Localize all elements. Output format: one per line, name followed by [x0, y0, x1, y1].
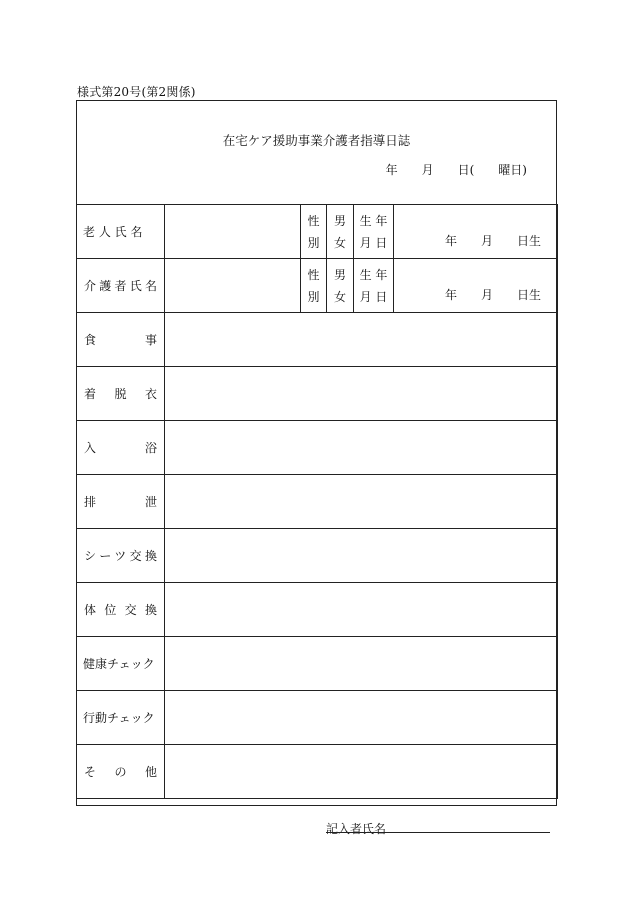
writer-name-label: 記入者氏名 [326, 822, 387, 836]
care-field-other[interactable] [165, 745, 558, 799]
writer-name-field[interactable] [326, 832, 550, 833]
table-row [77, 475, 558, 529]
sex-label-cell: 性 別 [301, 205, 327, 259]
table-row [77, 637, 558, 691]
care-label-other: その他 [77, 745, 165, 799]
form-number: 様式第20号(第2関係) [77, 85, 196, 99]
care-label-health-check: 健康チェック [77, 637, 165, 691]
table-row [77, 691, 558, 745]
elder-sex-field[interactable]: 男 女 [327, 205, 354, 259]
table-row [77, 313, 558, 367]
care-field-health-check[interactable] [165, 637, 558, 691]
date-line: 年 月 日( 曜日) [385, 163, 527, 177]
care-field-behavior-check[interactable] [165, 691, 558, 745]
caregiver-name-field[interactable] [165, 259, 301, 313]
care-label-sheet-change: シーツ交換 [77, 529, 165, 583]
table-row [77, 259, 558, 313]
care-field-excretion[interactable] [165, 475, 558, 529]
care-field-dressing[interactable] [165, 367, 558, 421]
care-label-meal: 食事 [77, 313, 165, 367]
birth-label-cell: 生 年 月 日 [354, 205, 394, 259]
birth-label-cell: 生 年 月 日 [354, 259, 394, 313]
care-label-excretion: 排泄 [77, 475, 165, 529]
form-title: 在宅ケア援助事業介護者指導日誌 [222, 133, 411, 148]
elder-birthdate-field[interactable]: 年 月 日生 [394, 205, 558, 259]
care-field-meal[interactable] [165, 313, 558, 367]
caregiver-birthdate-field[interactable]: 年 月 日生 [394, 259, 558, 313]
table-row [77, 583, 558, 637]
log-table [76, 204, 558, 799]
care-label-dressing: 着脱衣 [77, 367, 165, 421]
care-field-position-change[interactable] [165, 583, 558, 637]
elder-name-field[interactable] [165, 205, 301, 259]
elder-name-label: 老 人 氏 名 [77, 205, 165, 259]
form-frame [76, 100, 557, 806]
care-label-bathing: 入浴 [77, 421, 165, 475]
care-label-behavior-check: 行動チェック [77, 691, 165, 745]
table-row [77, 745, 558, 799]
caregiver-name-label: 介護者氏名 [77, 259, 165, 313]
care-field-sheet-change[interactable] [165, 529, 558, 583]
caregiver-sex-field[interactable]: 男 女 [327, 259, 354, 313]
table-row [77, 421, 558, 475]
table-row [77, 367, 558, 421]
care-label-position-change: 体位交換 [77, 583, 165, 637]
table-row [77, 205, 558, 259]
sex-label-cell: 性 別 [301, 259, 327, 313]
care-field-bathing[interactable] [165, 421, 558, 475]
table-row [77, 529, 558, 583]
